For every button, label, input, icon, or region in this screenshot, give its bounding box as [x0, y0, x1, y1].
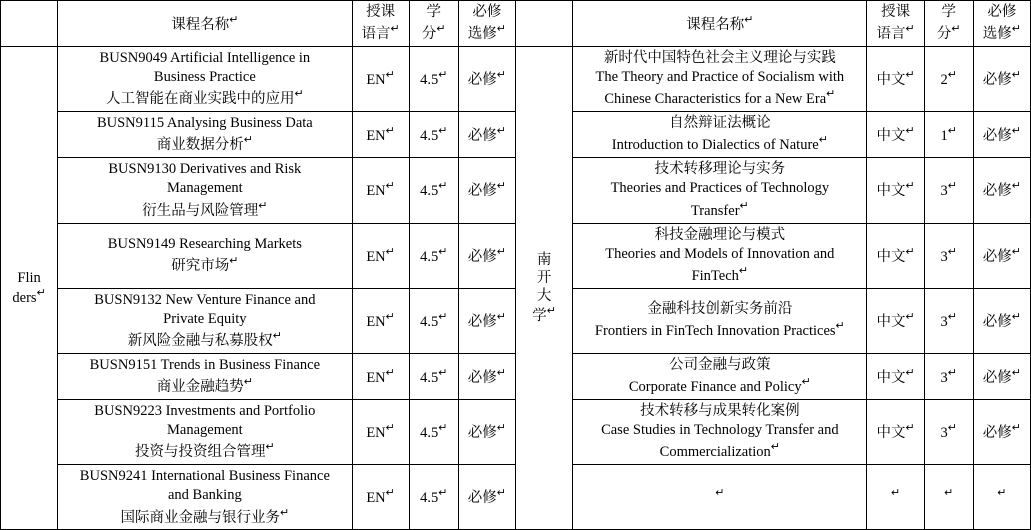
requirement-cell: [458, 47, 515, 112]
credits-cell: [924, 158, 973, 223]
table-header-row: [1, 1, 1031, 47]
course-name-line: Case Studies in Technology Transfer and: [601, 422, 839, 439]
pilcrow-icon: ↵: [739, 199, 749, 212]
pilcrow-icon: ↵: [905, 366, 915, 379]
language-cell-label: 中文: [876, 248, 906, 265]
pilcrow-icon: ↵: [770, 441, 781, 454]
pilcrow-icon: ↵: [1011, 366, 1021, 379]
pilcrow-icon: ↵: [438, 366, 448, 379]
pilcrow-icon: ↵: [229, 255, 239, 268]
course-name-line: BUSN9149 Researching Markets: [107, 236, 302, 253]
credits-cell: [409, 465, 458, 530]
pilcrow-icon: ↵: [496, 180, 506, 193]
requirement-cell-label: 必修: [982, 313, 1012, 330]
pilcrow-icon: ↵: [947, 124, 957, 137]
pilcrow-icon: ↵: [385, 245, 395, 258]
credits-cell: [409, 223, 458, 288]
course-name-line: BUSN9130 Derivatives and Risk: [108, 161, 302, 178]
course-name-cell: [58, 288, 352, 353]
right-university-line: 南: [536, 252, 552, 269]
header-requirement-left: [458, 1, 515, 47]
course-name-line: Private Equity: [163, 310, 247, 327]
course-name-line: The Theory and Practice of Socialism with: [595, 69, 845, 86]
pilcrow-icon: ↵: [1011, 69, 1021, 82]
pilcrow-icon: ↵: [385, 487, 395, 500]
language-cell: [867, 465, 924, 530]
credits-cell-label: 4.5: [420, 183, 439, 200]
language-cell: [867, 353, 924, 399]
pilcrow-icon: ↵: [715, 487, 725, 500]
requirement-cell-label: 必修: [982, 127, 1012, 144]
pilcrow-icon: ↵: [905, 69, 915, 82]
language-cell: [352, 158, 409, 223]
header-requirement-left-line1: 必修: [472, 4, 502, 20]
language-cell: [867, 288, 924, 353]
credits-cell: [409, 288, 458, 353]
course-name-line: BUSN9151 Trends in Business Finance: [89, 356, 321, 373]
credits-cell-label: 3: [940, 425, 948, 441]
course-name-line: and Banking: [168, 487, 242, 504]
requirement-cell: [973, 158, 1030, 223]
course-name-cell: [58, 112, 352, 158]
language-cell: [867, 47, 924, 112]
course-name-line: 投资与投资组合管理↵: [135, 441, 275, 461]
requirement-cell-label: 必修: [467, 369, 497, 386]
pilcrow-icon: ↵: [951, 23, 961, 36]
pilcrow-icon: ↵: [947, 69, 957, 82]
requirement-cell-label: 必修: [467, 127, 497, 144]
header-course-name-left-label: 课程名称: [171, 16, 230, 33]
pilcrow-icon: ↵: [229, 13, 239, 26]
course-name-cell: [58, 223, 352, 288]
pilcrow-icon: ↵: [801, 376, 811, 389]
language-cell: [867, 400, 924, 465]
course-name-cell: [573, 47, 867, 112]
credits-cell: [924, 47, 973, 112]
pilcrow-icon: ↵: [385, 69, 395, 82]
course-name-cell: [573, 158, 867, 223]
header-requirement-left-line2: 选修: [467, 25, 497, 42]
pilcrow-icon: ↵: [496, 69, 506, 82]
pilcrow-icon: ↵: [496, 422, 506, 435]
language-cell: [352, 400, 409, 465]
requirement-cell-label: 必修: [467, 248, 497, 265]
pilcrow-icon: ↵: [905, 422, 915, 435]
course-name-line: 衍生品与风险管理↵: [142, 199, 268, 219]
requirement-cell: [973, 112, 1030, 158]
header-credits-left-line2: 分: [421, 25, 437, 42]
credits-cell: [409, 400, 458, 465]
header-language-left-line1: 授课: [366, 4, 396, 20]
requirement-cell-label: 必修: [982, 425, 1012, 441]
course-name-line: 科技金融理论与模式: [654, 226, 786, 243]
pilcrow-icon: ↵: [265, 441, 275, 454]
pilcrow-icon: ↵: [272, 330, 282, 343]
pilcrow-icon: ↵: [905, 245, 915, 258]
pilcrow-icon: ↵: [905, 124, 915, 137]
course-name-line: Corporate Finance and Policy↵: [628, 376, 811, 395]
pilcrow-icon: ↵: [835, 320, 845, 333]
credits-cell: [924, 112, 973, 158]
pilcrow-icon: ↵: [438, 487, 448, 500]
course-name-line: 自然辩证法概论: [669, 115, 771, 132]
credits-cell-label: 4.5: [420, 248, 439, 265]
pilcrow-icon: ↵: [294, 88, 304, 101]
requirement-cell: [458, 158, 515, 223]
pilcrow-icon: ↵: [438, 69, 448, 82]
course-name-cell: [573, 288, 867, 353]
requirement-cell-label: 必修: [467, 490, 497, 507]
course-name-line: 研究市场↵: [171, 255, 239, 275]
header-language-left: [352, 1, 409, 47]
language-cell-label: EN: [366, 127, 386, 144]
course-name-line: 技术转移与成果转化案例: [640, 403, 800, 420]
requirement-cell-label: 必修: [982, 72, 1012, 89]
pilcrow-icon: ↵: [496, 366, 506, 379]
course-name-line: Transfer↵: [690, 199, 749, 219]
course-name-line: BUSN9115 Analysing Business Data: [96, 115, 313, 132]
left-university-line: ders↵: [12, 287, 46, 307]
header-language-right-line2: 语言: [876, 25, 906, 42]
course-name-cell: [573, 465, 867, 530]
pilcrow-icon: ↵: [997, 487, 1007, 500]
right-university-line: 开: [536, 270, 552, 287]
credits-cell: [924, 353, 973, 399]
pilcrow-icon: ↵: [1011, 23, 1021, 36]
course-name-line: [576, 486, 863, 508]
language-cell-label: 中文: [876, 313, 906, 330]
requirement-cell: [973, 353, 1030, 399]
pilcrow-icon: ↵: [905, 23, 915, 36]
course-name-line: BUSN9049 Artificial Intelligence in: [99, 50, 311, 67]
credits-cell: [409, 112, 458, 158]
left-university-cell: [1, 47, 58, 530]
requirement-cell: [458, 112, 515, 158]
course-name-cell: [573, 400, 867, 465]
course-name-line: Theories and Practices of Technology: [610, 180, 830, 197]
pilcrow-icon: ↵: [944, 487, 954, 500]
pilcrow-icon: ↵: [385, 310, 395, 323]
pilcrow-icon: ↵: [1011, 310, 1021, 323]
language-cell: [352, 288, 409, 353]
requirement-cell: [973, 400, 1030, 465]
requirement-cell: [973, 288, 1030, 353]
requirement-cell: [458, 353, 515, 399]
language-cell: [867, 112, 924, 158]
pilcrow-icon: ↵: [947, 180, 957, 193]
course-name-line: Business Practice: [153, 69, 256, 86]
pilcrow-icon: ↵: [496, 310, 506, 323]
table-body: [1, 47, 1031, 530]
pilcrow-icon: ↵: [818, 134, 828, 147]
pilcrow-icon: ↵: [890, 487, 901, 500]
pilcrow-icon: ↵: [36, 287, 46, 300]
language-cell-label: 中文: [876, 369, 906, 386]
right-university-line: 学↵: [532, 305, 556, 325]
course-name-cell: [58, 47, 352, 112]
language-cell-label: EN: [366, 369, 386, 386]
credits-cell: [409, 47, 458, 112]
language-cell-label: 中文: [876, 72, 906, 89]
language-cell-label: EN: [366, 313, 386, 330]
header-requirement-right: [973, 1, 1030, 47]
pilcrow-icon: ↵: [905, 310, 915, 323]
language-cell: [352, 465, 409, 530]
header-credits-left-line1: 学: [426, 4, 441, 20]
credits-cell-label: 1: [940, 127, 948, 144]
pilcrow-icon: ↵: [258, 199, 268, 212]
language-cell-label: EN: [366, 183, 386, 200]
course-name-cell: [573, 353, 867, 399]
header-course-name-right: [573, 1, 867, 47]
language-cell-label: 中文: [876, 183, 906, 200]
pilcrow-icon: ↵: [744, 13, 754, 26]
course-name-cell: [58, 158, 352, 223]
right-university-line: 大: [536, 288, 552, 305]
pilcrow-icon: ↵: [438, 180, 448, 193]
pilcrow-icon: ↵: [947, 245, 957, 258]
credits-cell-label: 4.5: [420, 490, 439, 507]
course-name-line: Commercialization↵: [659, 441, 781, 461]
pilcrow-icon: ↵: [1011, 124, 1021, 137]
course-name-line: BUSN9223 Investments and Portfolio: [94, 403, 316, 420]
pilcrow-icon: ↵: [947, 422, 957, 435]
pilcrow-icon: ↵: [905, 180, 915, 193]
requirement-cell-label: 必修: [467, 72, 497, 89]
course-name-cell: [58, 353, 352, 399]
language-cell: [352, 112, 409, 158]
course-name-line: Theories and Models of Innovation and: [605, 245, 835, 262]
language-cell-label: EN: [366, 72, 386, 89]
pilcrow-icon: ↵: [1011, 422, 1021, 435]
header-language-right: [867, 1, 924, 47]
language-cell-label: 中文: [876, 127, 906, 144]
requirement-cell: [458, 288, 515, 353]
language-cell: [867, 223, 924, 288]
requirement-cell-label: 必修: [982, 369, 1012, 386]
course-name-cell: [58, 465, 352, 530]
pilcrow-icon: ↵: [438, 124, 448, 137]
credits-cell: [924, 400, 973, 465]
language-cell: [352, 47, 409, 112]
course-name-cell: [573, 112, 867, 158]
pilcrow-icon: ↵: [947, 310, 957, 323]
requirement-cell-label: 必修: [982, 248, 1012, 265]
course-name-cell: [573, 223, 867, 288]
requirement-cell: [458, 465, 515, 530]
pilcrow-icon: ↵: [496, 124, 506, 137]
language-cell-label: EN: [366, 490, 386, 507]
course-name-line: Management: [167, 422, 243, 439]
pilcrow-icon: ↵: [438, 245, 448, 258]
credits-cell-label: 4.5: [420, 72, 439, 89]
credits-cell: [924, 288, 973, 353]
course-name-line: BUSN9132 New Venture Finance and: [94, 291, 316, 308]
pilcrow-icon: ↵: [243, 376, 253, 389]
pilcrow-icon: ↵: [385, 124, 395, 137]
pilcrow-icon: ↵: [496, 487, 506, 500]
credits-cell-label: 3: [940, 183, 948, 200]
credits-cell-label: 4.5: [420, 425, 439, 441]
credits-cell-label: 3: [940, 369, 948, 386]
header-right-university: [515, 1, 572, 47]
requirement-cell: [458, 400, 515, 465]
pilcrow-icon: ↵: [438, 422, 448, 435]
course-name-line: 新时代中国特色社会主义理论与实践: [603, 50, 836, 67]
pilcrow-icon: ↵: [738, 264, 749, 277]
requirement-cell-label: 必修: [467, 183, 497, 200]
pilcrow-icon: ↵: [385, 180, 395, 193]
pilcrow-icon: ↵: [1011, 180, 1021, 193]
course-name-line: Chinese Characteristics for a New Era↵: [604, 88, 836, 108]
header-credits-right-line1: 学: [941, 4, 956, 20]
credits-cell: [409, 158, 458, 223]
pilcrow-icon: ↵: [280, 506, 290, 519]
header-requirement-right-line1: 必修: [987, 4, 1017, 20]
course-name-line: 公司金融与政策: [669, 356, 771, 373]
pilcrow-icon: ↵: [385, 366, 395, 379]
language-cell-label: EN: [366, 248, 386, 265]
language-cell-label: 中文: [876, 425, 906, 441]
header-language-right-line1: 授课: [881, 4, 911, 20]
header-left-university: [1, 1, 58, 47]
course-name-line: Introduction to Dialectics of Nature↵: [611, 134, 828, 154]
right-university-cell: [515, 47, 572, 530]
course-name-line: 商业金融趋势↵: [156, 376, 253, 395]
pilcrow-icon: ↵: [385, 422, 395, 435]
header-course-name-right-label: 课程名称: [686, 16, 745, 33]
credits-cell-label: 2: [940, 72, 948, 89]
language-cell-label: EN: [366, 425, 386, 441]
requirement-cell: [973, 465, 1030, 530]
pilcrow-icon: ↵: [243, 134, 253, 147]
requirement-cell-label: 必修: [982, 183, 1012, 200]
header-requirement-right-line2: 选修: [982, 25, 1012, 42]
credits-cell-label: 3: [940, 248, 948, 265]
requirement-cell: [973, 223, 1030, 288]
credits-cell: [924, 465, 973, 530]
pilcrow-icon: ↵: [436, 23, 446, 36]
pilcrow-icon: ↵: [546, 305, 556, 318]
course-name-line: Frontiers in FinTech Innovation Practices↵: [594, 320, 845, 340]
course-name-line: FinTech↵: [691, 264, 749, 284]
course-name-line: 金融科技创新实务前沿: [647, 301, 793, 318]
requirement-cell: [458, 223, 515, 288]
credits-cell-label: 4.5: [420, 127, 439, 144]
left-university-line: Flin: [17, 270, 41, 287]
credits-cell: [924, 223, 973, 288]
pilcrow-icon: ↵: [496, 23, 506, 36]
header-credits-right-line2: 分: [936, 25, 952, 42]
course-name-cell: [58, 400, 352, 465]
pilcrow-icon: ↵: [496, 245, 506, 258]
requirement-cell-label: 必修: [467, 425, 497, 441]
course-name-line: 商业数据分析↵: [156, 134, 253, 154]
credits-cell-label: 3: [940, 313, 948, 330]
credits-cell-label: 4.5: [420, 313, 439, 330]
header-credits-left: [409, 1, 458, 47]
pilcrow-icon: ↵: [947, 366, 957, 379]
header-course-name-left: [58, 1, 352, 47]
course-name-line: 技术转移理论与实务: [654, 161, 786, 178]
requirement-cell-label: 必修: [467, 313, 497, 330]
pilcrow-icon: ↵: [826, 88, 836, 101]
table-row: [1, 47, 1031, 112]
course-name-line: 人工智能在商业实践中的应用↵: [106, 88, 304, 108]
language-cell: [352, 353, 409, 399]
language-cell: [867, 158, 924, 223]
requirement-cell: [973, 47, 1030, 112]
course-name-line: 新风险金融与私募股权↵: [127, 330, 282, 349]
course-name-line: 国际商业金融与银行业务↵: [120, 506, 290, 526]
credits-cell: [409, 353, 458, 399]
header-language-left-line2: 语言: [361, 25, 391, 42]
pilcrow-icon: ↵: [438, 310, 448, 323]
language-cell: [352, 223, 409, 288]
course-name-line: Management: [167, 180, 243, 197]
header-credits-right: [924, 1, 973, 47]
credits-cell-label: 4.5: [420, 369, 439, 386]
pilcrow-icon: ↵: [1011, 245, 1021, 258]
course-name-line: BUSN9241 International Business Finance: [79, 468, 330, 485]
pilcrow-icon: ↵: [390, 23, 400, 36]
